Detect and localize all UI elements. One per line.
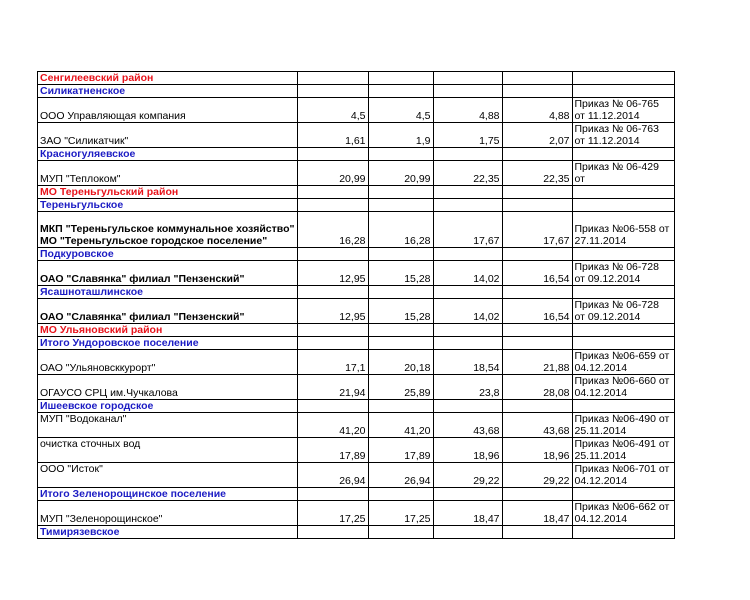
tariff-value-v1	[297, 337, 368, 350]
tariff-table	[37, 71, 675, 539]
tariff-value-v4: 29,22	[502, 463, 572, 488]
organization-name: ООО Управляющая компания	[38, 98, 298, 123]
tariff-value-v1	[297, 324, 368, 337]
tariff-value-v4: 43,68	[502, 413, 572, 438]
tariff-value-v4	[502, 199, 572, 212]
settlement-row	[38, 248, 675, 261]
tariff-value-v2	[368, 324, 433, 337]
order-reference	[572, 186, 674, 199]
tariff-value-v2	[368, 400, 433, 413]
organization-name: ЗАО "Силикатчик"	[38, 123, 298, 148]
tariff-value-v2	[368, 488, 433, 501]
tariff-value-v3	[433, 488, 502, 501]
tariff-value-v3: 17,67	[433, 212, 502, 248]
tariff-value-v4	[502, 186, 572, 199]
organization-name: Ишеевское городское	[38, 400, 298, 413]
tariff-value-v1: 17,89	[297, 438, 368, 463]
table-row	[38, 438, 675, 463]
settlement-row	[38, 85, 675, 98]
organization-name: МУП "Теплоком"	[38, 161, 298, 186]
tariff-value-v2: 20,18	[368, 350, 433, 375]
tariff-value-v4: 4,88	[502, 98, 572, 123]
organization-name: Силикатненское	[38, 85, 298, 98]
order-reference	[572, 248, 674, 261]
organization-name: ОГАУСО СРЦ им.Чучкалова	[38, 375, 298, 400]
tariff-value-v3: 18,47	[433, 501, 502, 526]
organization-name: МО Тереньгульский район	[38, 186, 298, 199]
tariff-value-v3	[433, 526, 502, 539]
tariff-value-v1: 21,94	[297, 375, 368, 400]
order-reference: Приказ №06-558 от 27.11.2014	[572, 212, 674, 248]
tariff-value-v4: 16,54	[502, 261, 572, 286]
tariff-value-v1: 26,94	[297, 463, 368, 488]
order-reference	[572, 85, 674, 98]
order-reference: Приказ №06-701 от 04.12.2014	[572, 463, 674, 488]
tariff-value-v3: 23,8	[433, 375, 502, 400]
district-row	[38, 324, 675, 337]
tariff-value-v4: 2,07	[502, 123, 572, 148]
order-reference: Приказ № 06-763 от 11.12.2014	[572, 123, 674, 148]
tariff-value-v3	[433, 199, 502, 212]
order-reference: Приказ № 06-429 от	[572, 161, 674, 186]
table-row	[38, 261, 675, 286]
organization-name: Тимирязевское	[38, 526, 298, 539]
tariff-value-v2: 25,89	[368, 375, 433, 400]
table-row	[38, 501, 675, 526]
tariff-value-v1	[297, 488, 368, 501]
district-row	[38, 186, 675, 199]
tariff-value-v1: 4,5	[297, 98, 368, 123]
tariff-value-v1	[297, 148, 368, 161]
settlement-row	[38, 488, 675, 501]
organization-name	[38, 212, 298, 248]
organization-name: Итого Зеленорощинское поселение	[38, 488, 298, 501]
tariff-value-v3	[433, 72, 502, 85]
tariff-value-v4: 21,88	[502, 350, 572, 375]
table-row	[38, 299, 675, 324]
tariff-value-v4: 22,35	[502, 161, 572, 186]
tariff-value-v3	[433, 400, 502, 413]
tariff-value-v4: 16,54	[502, 299, 572, 324]
table-row	[38, 463, 675, 488]
tariff-value-v4: 28,08	[502, 375, 572, 400]
order-reference	[572, 488, 674, 501]
tariff-value-v1: 17,25	[297, 501, 368, 526]
tariff-value-v2: 26,94	[368, 463, 433, 488]
tariff-value-v4	[502, 248, 572, 261]
order-reference	[572, 400, 674, 413]
tariff-value-v1	[297, 400, 368, 413]
order-reference	[572, 286, 674, 299]
tariff-value-v2: 17,25	[368, 501, 433, 526]
tariff-value-v4	[502, 400, 572, 413]
tariff-value-v3: 43,68	[433, 413, 502, 438]
tariff-value-v1: 17,1	[297, 350, 368, 375]
table-row	[38, 161, 675, 186]
order-reference: Приказ №06-660 от 04.12.2014	[572, 375, 674, 400]
tariff-value-v2	[368, 199, 433, 212]
organization-name: ООО "Исток"	[38, 463, 298, 488]
table-row	[38, 375, 675, 400]
tariff-value-v3	[433, 337, 502, 350]
table-row	[38, 123, 675, 148]
tariff-value-v3	[433, 248, 502, 261]
tariff-value-v4	[502, 85, 572, 98]
tariff-value-v2: 16,28	[368, 212, 433, 248]
tariff-value-v3: 4,88	[433, 98, 502, 123]
tariff-value-v4	[502, 488, 572, 501]
tariff-value-v3: 18,54	[433, 350, 502, 375]
tariff-value-v1	[297, 186, 368, 199]
tariff-value-v4	[502, 72, 572, 85]
tariff-value-v1: 12,95	[297, 299, 368, 324]
tariff-value-v4: 18,47	[502, 501, 572, 526]
tariff-value-v1	[297, 526, 368, 539]
tariff-value-v2	[368, 85, 433, 98]
order-reference: Приказ № 06-765 от 11.12.2014	[572, 98, 674, 123]
organization-name: МО Ульяновский район	[38, 324, 298, 337]
tariff-value-v2	[368, 148, 433, 161]
tariff-value-v3: 14,02	[433, 299, 502, 324]
order-reference	[572, 199, 674, 212]
settlement-row	[38, 526, 675, 539]
tariff-value-v4	[502, 148, 572, 161]
settlement-row	[38, 337, 675, 350]
tariff-value-v2: 1,9	[368, 123, 433, 148]
order-reference: Приказ № 06-728 от 09.12.2014	[572, 299, 674, 324]
tariff-value-v2	[368, 526, 433, 539]
table-row	[38, 212, 675, 248]
organization-name: ОАО "Славянка" филиал "Пензенский"	[38, 299, 298, 324]
organization-name: Итого Ундоровское поселение	[38, 337, 298, 350]
tariff-value-v3: 22,35	[433, 161, 502, 186]
tariff-value-v2	[368, 286, 433, 299]
tariff-value-v2	[368, 337, 433, 350]
tariff-value-v3	[433, 324, 502, 337]
settlement-row	[38, 148, 675, 161]
organization-name-line: МО "Тереньгульское городское поселение"	[40, 235, 268, 247]
organization-name: очистка сточных вод	[38, 438, 298, 463]
tariff-value-v4	[502, 286, 572, 299]
tariff-value-v3: 18,96	[433, 438, 502, 463]
tariff-value-v1: 41,20	[297, 413, 368, 438]
table-row	[38, 413, 675, 438]
tariff-value-v2	[368, 72, 433, 85]
tariff-value-v2	[368, 248, 433, 261]
organization-name: Сенгилеевский район	[38, 72, 298, 85]
tariff-value-v2	[368, 186, 433, 199]
tariff-value-v1: 12,95	[297, 261, 368, 286]
tariff-value-v1: 16,28	[297, 212, 368, 248]
organization-name: Красногуляевское	[38, 148, 298, 161]
table-row	[38, 350, 675, 375]
tariff-value-v3: 1,75	[433, 123, 502, 148]
tariff-value-v1: 20,99	[297, 161, 368, 186]
settlement-row	[38, 286, 675, 299]
settlement-row	[38, 400, 675, 413]
tariff-value-v3: 14,02	[433, 261, 502, 286]
tariff-value-v2: 15,28	[368, 261, 433, 286]
tariff-value-v1	[297, 85, 368, 98]
tariff-value-v2: 20,99	[368, 161, 433, 186]
tariff-value-v4	[502, 324, 572, 337]
tariff-value-v1	[297, 248, 368, 261]
tariff-value-v2: 15,28	[368, 299, 433, 324]
order-reference	[572, 526, 674, 539]
order-reference: Приказ №06-659 от 04.12.2014	[572, 350, 674, 375]
tariff-value-v4: 17,67	[502, 212, 572, 248]
tariff-value-v4	[502, 337, 572, 350]
tariff-value-v3	[433, 85, 502, 98]
order-reference	[572, 148, 674, 161]
table-row	[38, 98, 675, 123]
tariff-value-v2: 17,89	[368, 438, 433, 463]
organization-name: МУП "Зеленорощинское"	[38, 501, 298, 526]
organization-name: Ясашноташлинское	[38, 286, 298, 299]
tariff-value-v3	[433, 286, 502, 299]
order-reference	[572, 324, 674, 337]
tariff-value-v2: 41,20	[368, 413, 433, 438]
tariff-value-v3	[433, 186, 502, 199]
settlement-row	[38, 199, 675, 212]
tariff-value-v1: 1,61	[297, 123, 368, 148]
organization-name: Тереньгульское	[38, 199, 298, 212]
organization-name: ОАО "Ульяновсккурорт"	[38, 350, 298, 375]
order-reference: Приказ №06-662 от 04.12.2014	[572, 501, 674, 526]
tariff-value-v1	[297, 199, 368, 212]
organization-name: МУП "Водоканал"	[38, 413, 298, 438]
order-reference	[572, 72, 674, 85]
order-reference: Приказ №06-491 от 25.11.2014	[572, 438, 674, 463]
tariff-value-v4: 18,96	[502, 438, 572, 463]
district-row	[38, 72, 675, 85]
organization-name: Подкуровское	[38, 248, 298, 261]
tariff-value-v3: 29,22	[433, 463, 502, 488]
tariff-value-v4	[502, 526, 572, 539]
order-reference	[572, 337, 674, 350]
tariff-value-v3	[433, 148, 502, 161]
tariff-value-v1	[297, 72, 368, 85]
tariff-value-v1	[297, 286, 368, 299]
organization-name-line: МКП "Тереньгульское коммунальное хозяйство"	[40, 223, 295, 235]
tariff-value-v2: 4,5	[368, 98, 433, 123]
order-reference: Приказ №06-490 от 25.11.2014	[572, 413, 674, 438]
order-reference: Приказ № 06-728 от 09.12.2014	[572, 261, 674, 286]
organization-name: ОАО "Славянка" филиал "Пензенский"	[38, 261, 298, 286]
